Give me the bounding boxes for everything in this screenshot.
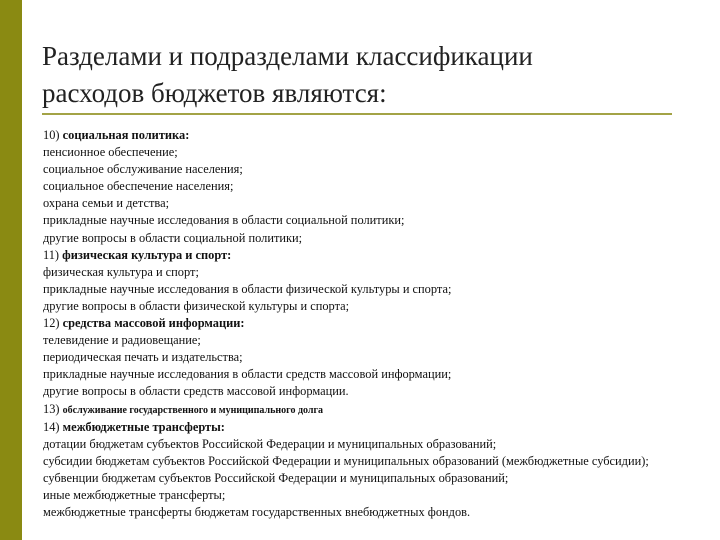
title-divider [42,113,672,115]
list-item: охрана семьи и детства; [43,196,170,211]
accent-bar [0,0,22,540]
list-item: социальное обслуживание населения; [43,162,243,177]
list-item: прикладные научные исследования в области средств массовой информации; [43,367,452,382]
section-number: 14) [43,419,60,434]
list-item: прикладные научные исследования в области физической культуры и спорта; [43,281,452,296]
list-item: субвенции бюджетам субъектов Российской Федерации и муниципальных образований; [43,470,509,485]
list-item: периодическая печать и издательства; [43,350,243,365]
list-item: другие вопросы в области физической культуры и спорта; [43,298,350,313]
section-title: физическая культура и спорт: [62,247,232,262]
section-heading-12 [43,315,673,332]
list-item: иные межбюджетные трансферты; [43,487,226,502]
list-item: пенсионное обеспечение; [43,145,178,160]
slide-title-line-1: Разделами и подразделами классификации [42,41,533,71]
section-title: межбюджетные трансферты: [62,419,225,434]
list-item: другие вопросы в области социальной политики; [43,230,303,245]
list-item: дотации бюджетам субъектов Российской Федерации и муниципальных образований; [43,436,497,451]
list-item: физическая культура и спорт; [43,264,199,279]
section-number: 13) [43,401,60,416]
section-heading-14 [43,419,673,436]
section-title: социальная политика: [62,128,190,142]
section-number: 12) [43,316,60,331]
budget-classification-list [43,127,673,521]
section-title: средства массовой информации: [62,316,245,331]
section-number: 10) [43,128,60,142]
list-item: межбюджетные трансферты бюджетам государственных внебюджетных фондов. [43,505,471,520]
list-item: социальное обеспечение населения; [43,179,234,194]
section-number: 11) [43,247,60,262]
slide-title-line-2: расходов бюджетов являются: [42,78,387,108]
section-heading-13 [43,401,673,419]
section-heading-10 [43,127,673,144]
list-item: телевидение и радиовещание; [43,333,201,348]
list-item: другие вопросы в области средств массовой информации. [43,384,349,399]
list-item: субсидии бюджетам субъектов Российской Федерации и муниципальных образований (межбюджетные субсидии); [43,453,649,468]
section-title: обслуживание государственного и муниципального долга [62,404,324,416]
section-heading-11 [43,247,673,264]
slide-title [42,38,682,112]
list-item: прикладные научные исследования в области социальной политики; [43,213,405,228]
